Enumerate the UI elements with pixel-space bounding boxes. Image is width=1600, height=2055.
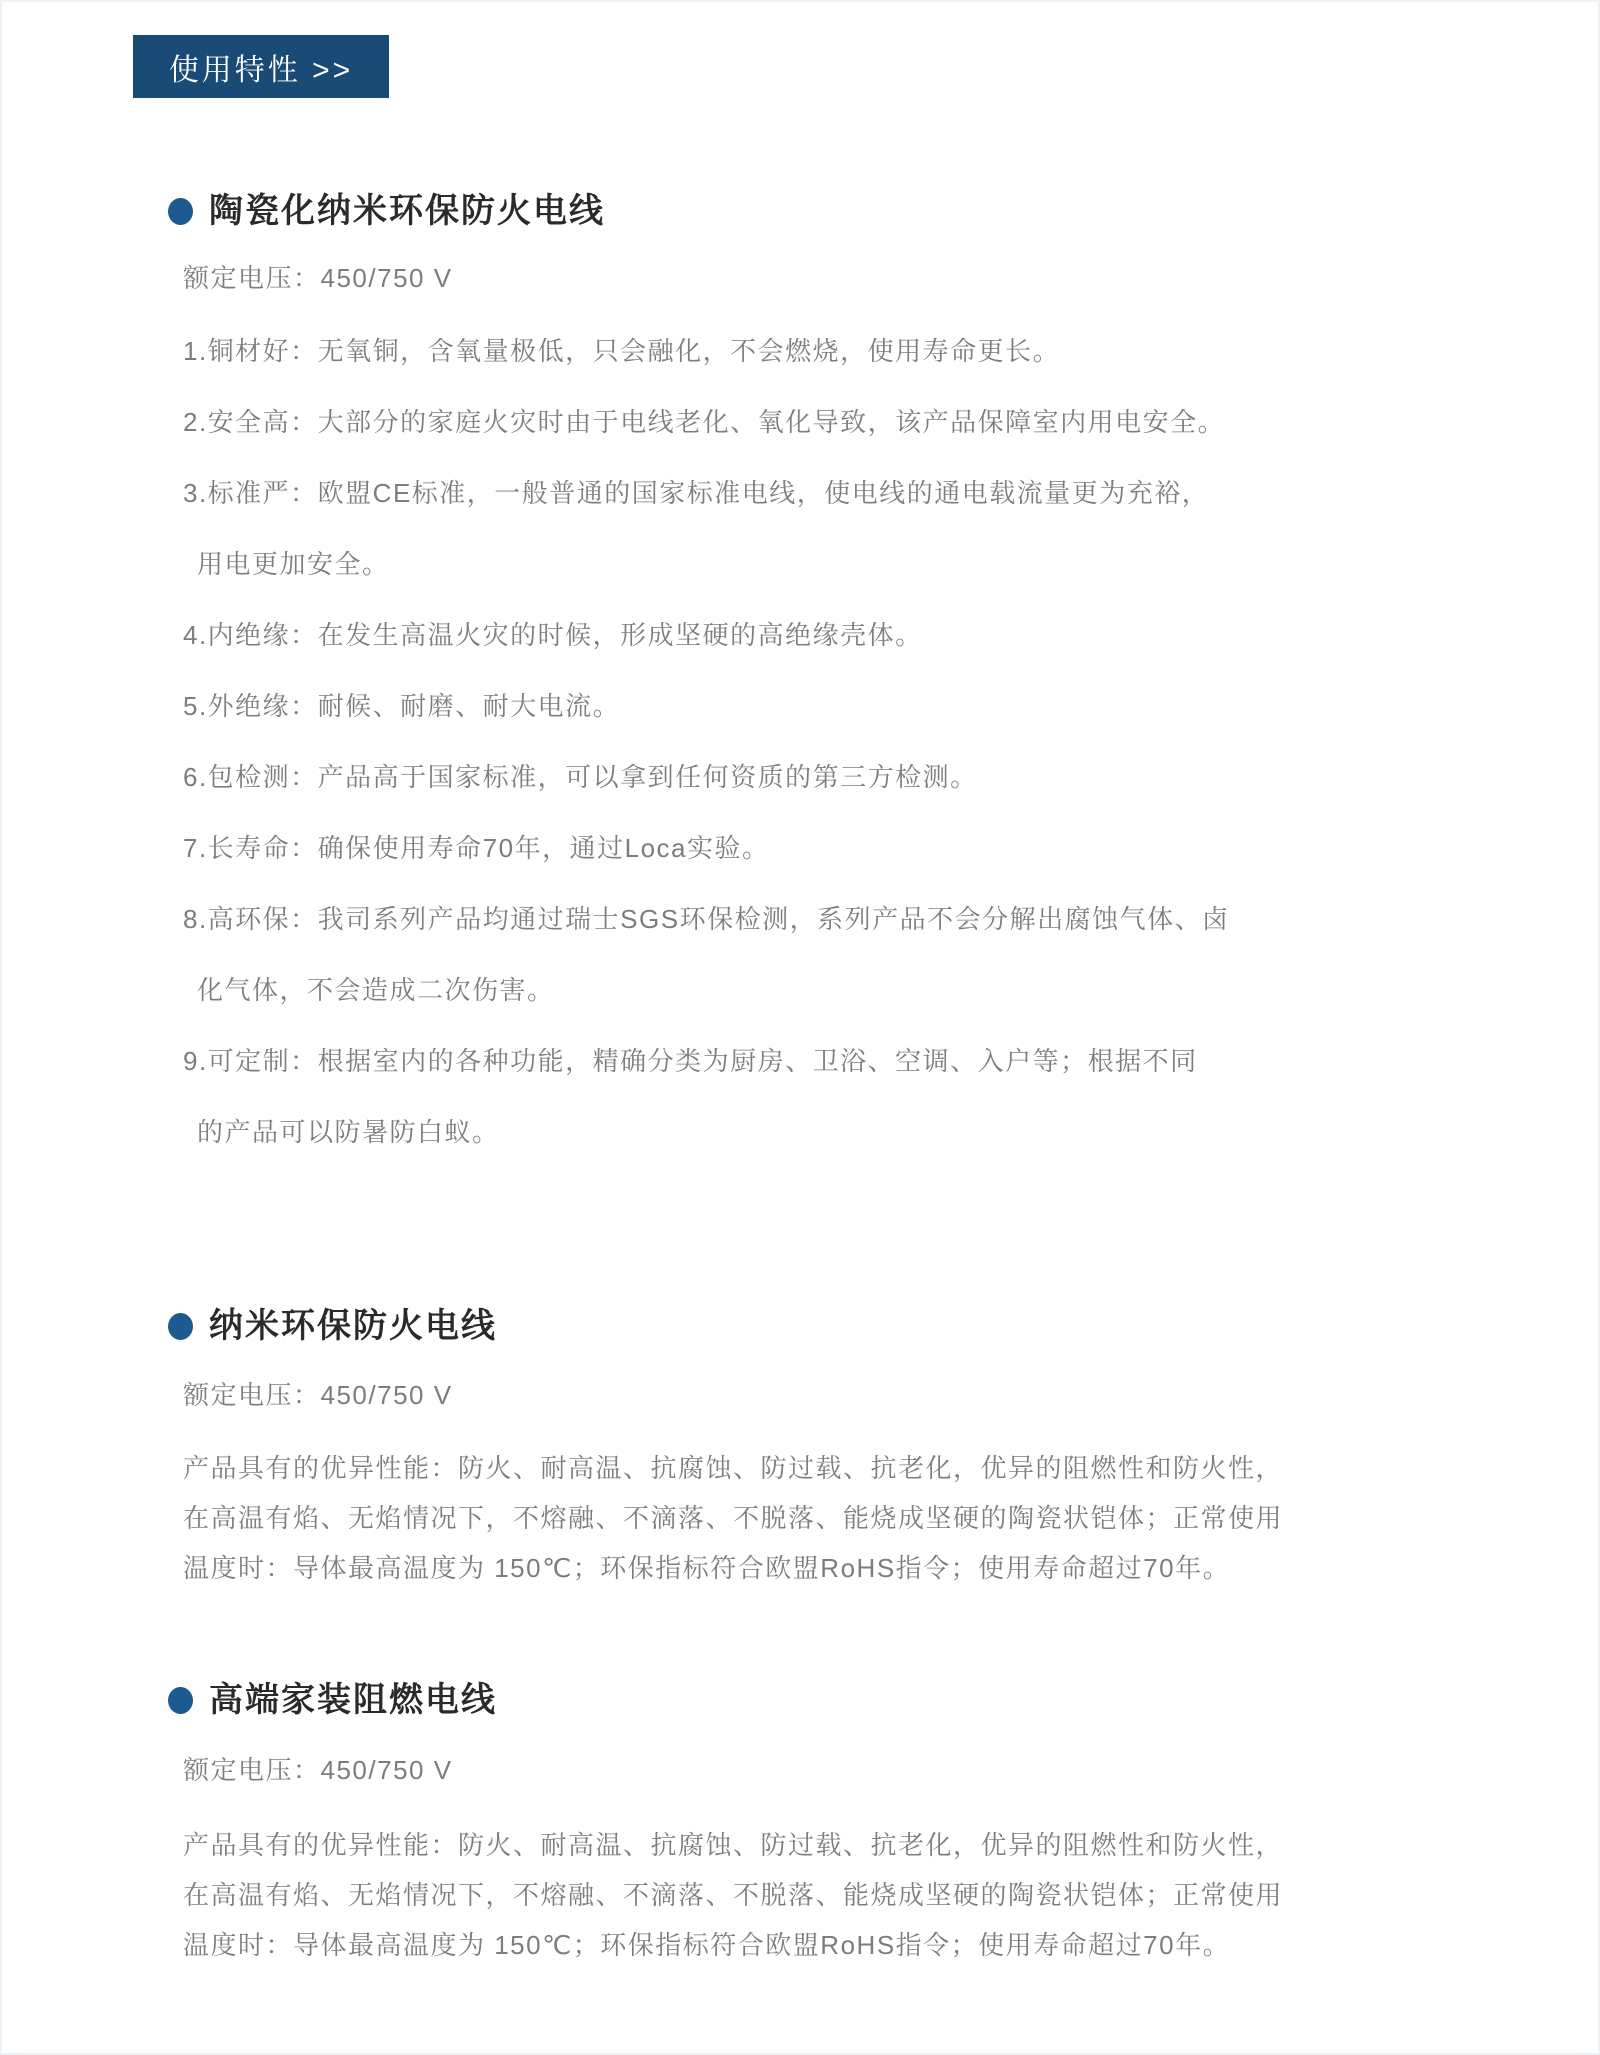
section-title: 高端家装阻燃电线 [209,1681,497,1719]
list-item-line: 的产品可以防暑防白蚁。 [197,1117,500,1147]
list-item-line: 3.标准严：欧盟CE标准，一般普通的国家标准电线，使电线的通电载流量更为充裕， [183,478,1210,508]
document-content [183,0,1413,1970]
bullet-icon [168,198,193,225]
paragraph-line: 在高温有焰、无焰情况下，不熔融、不滴落、不脱落、能烧成坚硬的陶瓷状铠体；正常使用 [183,1880,1284,1910]
rated-voltage: 额定电压：450/750 V [183,263,453,293]
section-header-home-decor-wire [183,1678,1413,1722]
rated-voltage: 额定电压：450/750 V [183,1380,453,1410]
section-title: 纳米环保防火电线 [209,1307,497,1345]
usage-features-badge-label: 使用特性 >> [168,53,354,87]
paragraph-line: 温度时：导体最高温度为 150℃；环保指标符合欧盟RoHS指令；使用寿命超过70年。 [183,1553,1231,1583]
list-item-line: 5.外绝缘：耐候、耐磨、耐大电流。 [183,691,621,721]
section-header-nano-wire [183,1304,1413,1348]
section-header-ceramic-nano-wire [183,189,1413,233]
list-item-line: 8.高环保：我司系列产品均通过瑞士SGS环保检测，系列产品不会分解出腐蚀气体、卤 [183,904,1230,934]
feature-list [183,316,1413,1168]
list-item-line: 2.安全高：大部分的家庭火灾时由于电线老化、氧化导致，该产品保障室内用电安全。 [183,407,1226,437]
paragraph-line: 产品具有的优异性能：防火、耐高温、抗腐蚀、防过载、抗老化，优异的阻燃性和防火性， [183,1453,1284,1483]
bullet-icon [168,1313,193,1340]
paragraph-line: 在高温有焰、无焰情况下，不熔融、不滴落、不脱落、能烧成坚硬的陶瓷状铠体；正常使用 [183,1503,1284,1533]
list-item-line: 9.可定制：根据室内的各种功能，精确分类为厨房、卫浴、空调、入户等；根据不同 [183,1046,1198,1076]
list-item-line: 用电更加安全。 [197,549,390,579]
list-item-line: 化气体，不会造成二次伤害。 [197,975,555,1005]
list-item-line: 4.内绝缘：在发生高温火灾的时候，形成坚硬的高绝缘壳体。 [183,620,923,650]
feature-paragraph [183,1820,1413,1970]
paragraph-line: 产品具有的优异性能：防火、耐高温、抗腐蚀、防过载、抗老化，优异的阻燃性和防火性， [183,1830,1284,1860]
rated-voltage: 额定电压：450/750 V [183,1755,453,1785]
section-title: 陶瓷化纳米环保防火电线 [209,192,605,230]
list-item-line: 1.铜材好：无氧铜，含氧量极低，只会融化，不会燃烧，使用寿命更长。 [183,336,1061,366]
bullet-icon [168,1687,193,1714]
feature-paragraph [183,1443,1413,1593]
paragraph-line: 温度时：导体最高温度为 150℃；环保指标符合欧盟RoHS指令；使用寿命超过70年。 [183,1930,1231,1960]
list-item-line: 7.长寿命：确保使用寿命70年，通过Loca实验。 [183,833,770,863]
list-item-line: 6.包检测：产品高于国家标准，可以拿到任何资质的第三方检测。 [183,762,978,792]
